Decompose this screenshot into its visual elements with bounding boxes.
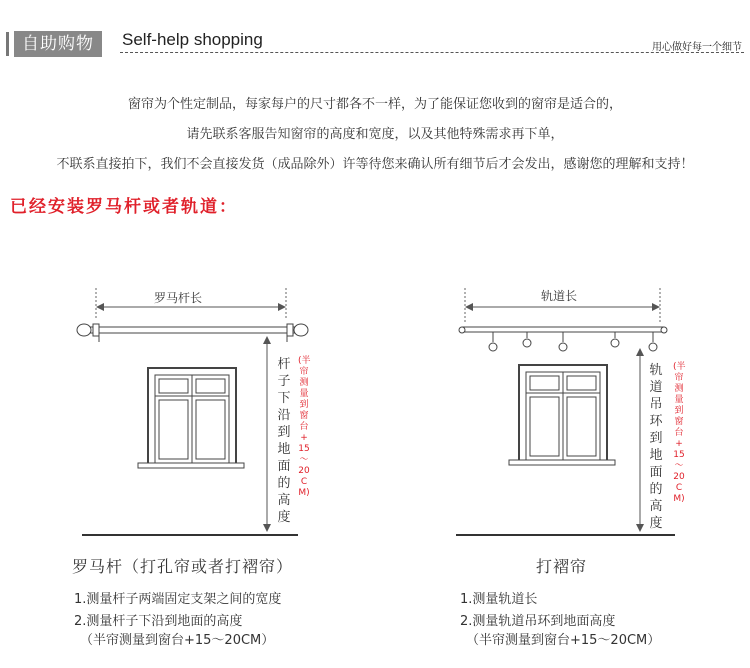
rod-height-note: (半帘测量到窗台+15～20CM) — [298, 356, 311, 498]
right-track-diagram — [456, 288, 675, 535]
track-section-title: 打褶帘 — [536, 557, 588, 576]
left-roman-rod-diagram — [77, 288, 311, 535]
intro-line-1: 窗帘为个性定制品，每家每户的尺寸都各不一样，为了能保证您收到的窗帘是适合的， — [127, 97, 622, 112]
track-length-label: 轨道长 — [537, 287, 581, 304]
track-step-1: 1.测量轨道长 — [460, 592, 538, 607]
track-height-label: 轨道吊环到地面的高度 — [649, 363, 663, 531]
rod-length-label: 罗马杆长 — [150, 289, 206, 306]
header-slogan: 用心做好每一个细节 — [652, 42, 742, 53]
rod-section-title: 罗马杆（打孔帘或者打褶帘） — [72, 557, 294, 576]
rod-step-note: （半帘测量到窗台+15～20CM） — [80, 633, 275, 648]
track-step-2: 2.测量轨道吊环到地面高度 — [460, 614, 616, 629]
track-step-note: （半帘测量到窗台+15～20CM） — [466, 633, 661, 648]
section-tag: 自助购物 — [14, 31, 102, 57]
rod-height-label: 杆子下沿到地面的高度 — [277, 357, 291, 525]
section-title: Self-help shopping — [122, 30, 263, 49]
rod-step-1: 1.测量杆子两端固定支架之间的宽度 — [74, 592, 282, 607]
track-height-note: (半帘测量到窗台+15～20CM) — [673, 362, 686, 504]
intro-line-2: 请先联系客服告知窗帘的高度和宽度，以及其他特殊需求再下单， — [186, 127, 564, 142]
intro-line-3: 不联系直接拍下，我们不会直接发货（成品除外）许等待您来确认所有细节后才会发出，感谢您的理解和支持！ — [56, 157, 694, 172]
rod-step-2: 2.测量杆子下沿到地面的高度 — [74, 614, 243, 629]
installed-warning: 已经安装罗马杆或者轨道： — [10, 197, 238, 217]
